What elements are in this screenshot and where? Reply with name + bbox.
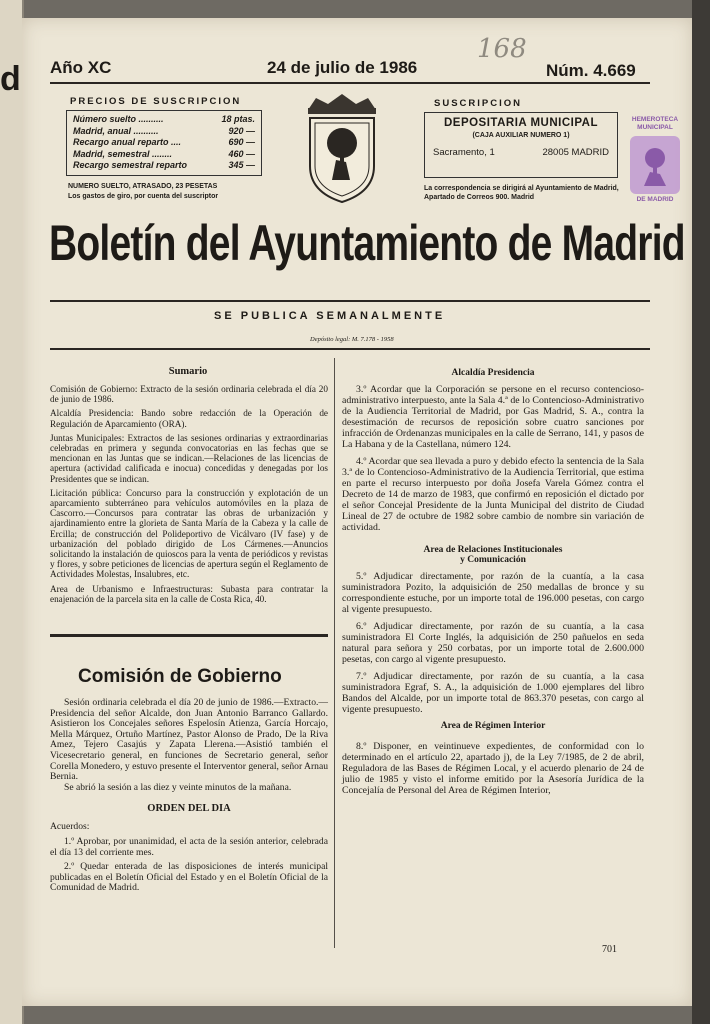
madrid-coat-of-arms [300, 88, 384, 206]
sumario-item: Licitación pública: Concurso para la construcción y explotación de un aparcamiento subterráneo para vehículos automóviles en la plaza de Cascorro.—Concursos para contratar las obras de urbanización y ajardinamiento entre la glorieta de Santa María de la Cabeza y la calle de Ercilla; de construcción del Polideportivo de Vicálvaro (IV fase) y de urbanización del poblado dirigido de Los Cármenes.—Anuncios solicitando la instalación de quioscos para la venta de periódicos y revistas y flores, y sobre peticiones de licencias de apertura según el Reglamento de Actividades Molestas, Insalubres, etc. [50, 487, 328, 580]
newspaper-subtitle: SE PUBLICA SEMANALMENTE [214, 310, 446, 322]
stamp-text-bottom: DE MADRID [636, 196, 674, 203]
title-rule [50, 300, 650, 302]
sumario-item: Juntas Municipales: Extractos de las sesiones ordinarias y extraordinarias celebradas en primera y segunda convocatorias en las fechas que se mencionan en las Juntas que se indican.—Relaciones de las licencias de apertura (actividad calificada e inocua) concedidas y denegadas por los Presidentes que se indican. [50, 432, 328, 484]
handwritten-number: 168 [477, 34, 527, 64]
agreement-item: 3.º Acordar que la Corporación se persone en el recurso contencioso-administrativo interpuesto, ante la Sala 4.ª de lo Contencioso-Administrativo de la Audiencia Territorial de Madrid, por Gas Madrid, S. A., contra la desestimación de recursos de reposición sobre cuatro sanciones por infracción de Ordenanzas municipales en la calle de Serrano, 141, y pasos de La Habana y de la Castellana, número 124. [342, 384, 644, 450]
sumario-rule [50, 634, 328, 637]
price-row: Número suelto .......... 18 ptas. [73, 114, 255, 124]
agreement-item: 4.º Acordar que sea llevada a puro y debido efecto la sentencia de la Sala 3.ª de lo Contencioso-Administrativo de la Audiencia Territorial, que estima en parte el recurso interpuesto por doña Josefa Varela Gómez contra el Decreto de 14 de marzo de 1983, que confirmó en reposición el dictado por el señor Concejal Presidente de la Junta Municipal del distrito de Ciudad Lineal de 27 de octubre de 1982 sobre cambio de nombre sin variación de actividad. [342, 456, 644, 533]
subscription-heading: SUSCRIPCION [434, 98, 522, 109]
scan-border [692, 0, 710, 1024]
library-stamp [620, 116, 690, 216]
legal-deposit: Depósito legal: M. 7.178 - 1958 [310, 336, 394, 343]
prices-heading: PRECIOS DE SUSCRIPCION [70, 96, 242, 107]
comision-item: 1.º Aprobar, por unanimidad, el acta de la sesión anterior, celebrada el día 13 del corriente mes. [50, 835, 328, 858]
agreement-item: 7.º Adjudicar directamente, por razón de su cuantía, a la casa suministradora Egraf, S. A., la adquisición de 1.000 ejemplares del libro Bandos del Alcalde, por un importe total de 863.370 pesetas, con cargo al vigente presupuesto. [342, 671, 644, 715]
issue-date: 24 de julio de 1986 [267, 58, 418, 77]
price-row: Recargo anual reparto .... 690 — [73, 137, 255, 147]
regimen-heading: Area de Régimen Interior [440, 721, 546, 731]
right-column [342, 368, 644, 796]
comision-body [50, 698, 328, 894]
issue-year: Año XC [50, 58, 112, 77]
comision-intro: Sesión ordinaria celebrada el día 20 de junio de 1986.—Extracto.—Presidencia del señor Alcalde, don Juan Antonio Barranco Gallardo. Asistieron los Concejales señores Espelosín Atienza, García Horcajo, Mella Márquez, Ortuño Martínez, Pastor Alonso de Prado, De la Riva Amez, Tejero Casajús y Zapata Llerena.—Asistió también el Vicesecretario general, en funciones de Secretario general, señor Corella Monedero, y estuvo presente el Interventor general, señor Arnau Bernia. [50, 697, 328, 783]
subscription-postal: 28005 MADRID [542, 147, 609, 158]
sumario-heading: Sumario [168, 366, 208, 377]
agreement-item: 8.º Disponer, en veintinueve expedientes, de conformidad con lo determinado en el artículo 22, apartado j), de la Ley 7/1985, de 2 de abril, Reguladora de las Bases de Régimen Local, y el acuerdo plenario de 24 de julio de 1985 y visto el informe emitido por la Asesoría Jurídica de la Concejalía de Personal del Area de Régimen Interior, [342, 741, 644, 796]
issue-number: Núm. 4.669 [546, 61, 636, 80]
comision-opening: Se abrió la sesión a las diez y veinte minutos de la mañana. [64, 781, 292, 793]
price-row: Madrid, anual .......... 920 — [73, 125, 255, 136]
prices-note: NUMERO SUELTO, ATRASADO, 23 PESETAS [68, 183, 218, 190]
prices-box [66, 110, 262, 176]
subtitle-rule [50, 348, 650, 350]
agreement-item: 6.º Adjudicar directamente, por razón de su cuantía, a la casa suministradora El Corte Inglés, la adquisición de 250 pañuelos en seda natural para señora y 250 corbatas, por un importe total de 2.600.000 pesetas, con cargo al vigente presupuesto. [342, 621, 644, 665]
comision-item: 2.º Quedar enterada de las disposiciones de interés municipal publicadas en el Boletín Oficial del Estado y en el Boletín Oficial de la Comunidad de Madrid. [50, 861, 328, 894]
subscription-office: DEPOSITARIA MUNICIPAL [443, 117, 599, 129]
price-row: Madrid, semestral ........ 460 — [73, 148, 255, 159]
header-rule [50, 82, 650, 84]
alcaldia-heading: Alcaldía Presidencia [451, 368, 535, 378]
acuerdos-label: Acuerdos: [50, 821, 90, 833]
newspaper-page [22, 18, 692, 1006]
sumario-item: Comisión de Gobierno: Extracto de la sesión ordinaria celebrada el día 20 de junio de 1986. [50, 384, 328, 405]
agreement-item: 5.º Adjudicar directamente, por razón de la cuantía, a la casa suministradora Pozito, la adquisición de 250 medallas de bronce y su correspondiente estuche, por un importe total de 196.000 pesetas, con cargo al vigente presupuesto. [342, 571, 644, 615]
sumario-item: Area de Urbanismo e Infraestructuras: Subasta para contratar la enajenación de la parcela sita en la calle de Costa Rica, 40. [50, 583, 328, 604]
prices-note-2: Los gastos de giro, por cuenta del suscriptor [68, 193, 219, 200]
sumario-item: Alcaldía Presidencia: Bando sobre redacción de la Operación de Regulación de Aparcamiento (ORA). [50, 408, 328, 429]
sumario-list [50, 384, 328, 608]
subscription-box [424, 112, 618, 178]
newspaper-title: Boletín del Ayuntamiento de Madrid [49, 215, 685, 271]
column-separator [334, 358, 335, 948]
stamp-text-top: HEMEROTECA MUNICIPAL [631, 116, 679, 131]
orden-del-dia: ORDEN DEL DIA [147, 803, 231, 815]
previous-page-edge [0, 0, 24, 1024]
relaciones-heading: Area de Relaciones Institucionales [423, 545, 563, 555]
comision-heading: Comisión de Gobierno [78, 666, 282, 687]
stamp-emblem [628, 134, 682, 196]
subscription-office-sub: (CAJA AUXILIAR NUMERO 1) [472, 132, 570, 139]
previous-page-letter: d [0, 60, 21, 98]
price-row: Recargo semestral reparto 345 — [73, 160, 255, 170]
subscription-note: La correspondencia se dirigirá al Ayuntamiento de Madrid, Apartado de Correos 900. Madrid [424, 185, 619, 201]
page-number: 701 [602, 944, 617, 955]
subscription-street: Sacramento, 1 [433, 147, 495, 158]
relaciones-heading-2: y Comunicación [460, 555, 526, 565]
